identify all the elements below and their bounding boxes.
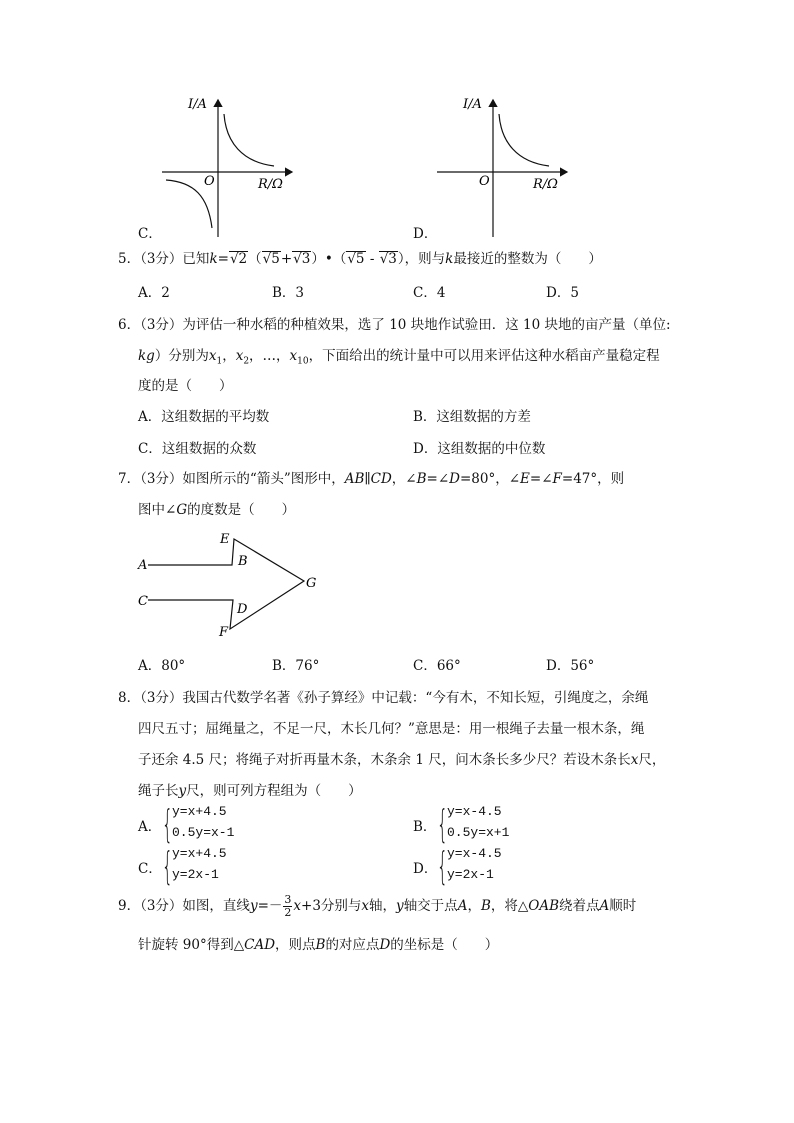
q6-option-a[interactable]: A．这组数据的平均数 [138, 409, 270, 425]
q6-option-c[interactable]: C．这组数据的众数 [138, 441, 257, 457]
option-label: C． [138, 861, 162, 877]
brace-icon: { [437, 802, 448, 846]
label-b: B [238, 554, 248, 569]
equation-1: y=x+4.5 [172, 804, 227, 819]
q8-line-2: 四尺五寸；屈绳量之，不足一尺，木长几何？”意思是：用一根绳子去量一根木条，绳 [138, 721, 645, 737]
origin-label: O [204, 174, 215, 189]
q5-option-a[interactable]: A．2 [138, 285, 170, 301]
q5-option-d[interactable]: D．5 [546, 285, 579, 301]
q6-line-1: 6．（3分）为评估一种水稻的种植效果，选了 10 块地作试验田．这 10 块地的亩产量（单位: [118, 317, 671, 333]
q8-line-3: 子还余 4.5 尺；将绳子对折再量木条，木条余 1 尺，问木条长多少尺？若设木条长x尺， [138, 752, 666, 768]
equation-1: y=x-4.5 [447, 846, 502, 861]
x-axis-label: R/Ω [533, 177, 558, 192]
label-g: G [306, 576, 317, 591]
y-axis-label: I/A [463, 97, 482, 112]
equation-2: 0.5y=x+1 [447, 825, 510, 840]
equation-2: y=2x-1 [447, 867, 494, 882]
q7-option-b[interactable]: B．76° [272, 658, 320, 674]
arrow-figure [130, 525, 330, 645]
option-label: A． [138, 819, 162, 835]
graph-c [150, 92, 310, 242]
q8-line-1: 8．（3分）我国古代数学名著《孙子算经》中记载：“今有木，不知长短，引绳度之，余绳 [118, 690, 649, 706]
y-axis-label: I/A [188, 97, 207, 112]
equation-1: y=x+4.5 [172, 846, 227, 861]
q7-line-1: 7．（3分）如图所示的“箭头”图形中，AB∥CD，∠B=∠D=80°，∠E=∠F=47°，则 [118, 471, 625, 487]
q7-option-c[interactable]: C．66° [413, 658, 461, 674]
q6-option-d[interactable]: D．这组数据的中位数 [413, 441, 546, 457]
question-5: 5．（3分）已知k=√2（√5+√3）•（√5 - √3），则与k最接近的整数为（ ） [118, 251, 602, 267]
fraction: $\frac{3}{2}$ [284, 893, 292, 919]
q6-line-2: kg）分别为$x_1$，$x_2$，…，$x_{10}$，下面给出的统计量中可以用来评估这种水稻亩产量稳定程 [138, 348, 660, 367]
brace-icon: { [162, 802, 173, 846]
brace-icon: { [437, 844, 448, 888]
equation-2: 0.5y=x-1 [172, 825, 235, 840]
equation-1: y=x-4.5 [447, 804, 502, 819]
q9-line-2: 针旋转 90°得到△CAD，则点B的对应点D的坐标是（ ） [138, 937, 499, 953]
q8-option-b[interactable] [413, 803, 613, 847]
label-d: D [237, 602, 248, 617]
q7-option-d[interactable]: D．56° [546, 658, 595, 674]
option-d-label: D． [413, 226, 438, 242]
q7-line-2: 图中∠G的度数是（ ） [138, 502, 296, 518]
q8-line-4: 绳子长y尺，则可列方程组为（ ） [138, 783, 362, 799]
label-e: E [220, 532, 230, 547]
q8-option-c[interactable] [138, 845, 338, 889]
brace-icon: { [162, 844, 173, 888]
q8-option-d[interactable] [413, 845, 613, 889]
q6-line-3: 度的是（ ） [138, 378, 233, 394]
graph-d [425, 92, 585, 242]
curve-upper [224, 114, 274, 166]
x-axis-label: R/Ω [258, 177, 283, 192]
option-label: D． [413, 861, 438, 877]
label-c: C [138, 594, 148, 609]
curve-upper [499, 114, 549, 166]
q9-line-1: 9．（3分）如图，直线y=－ $\frac{3}{2}$ x+3分别与x轴，y轴交于点A，B，将△OAB绕着点A顺时 [118, 893, 637, 919]
q5-option-b[interactable]: B．3 [272, 285, 305, 301]
option-label: B． [413, 819, 437, 835]
arrow-outline [148, 539, 304, 629]
q8-option-a[interactable] [138, 803, 338, 847]
q7-option-a[interactable]: A．80° [138, 658, 186, 674]
equation-2: y=2x-1 [172, 867, 219, 882]
option-c-label: C． [138, 226, 162, 242]
q5-option-c[interactable]: C．4 [413, 285, 446, 301]
q6-option-b[interactable]: B．这组数据的方差 [413, 409, 531, 425]
label-a: A [138, 558, 148, 573]
origin-label: O [479, 174, 490, 189]
label-f: F [219, 625, 229, 640]
